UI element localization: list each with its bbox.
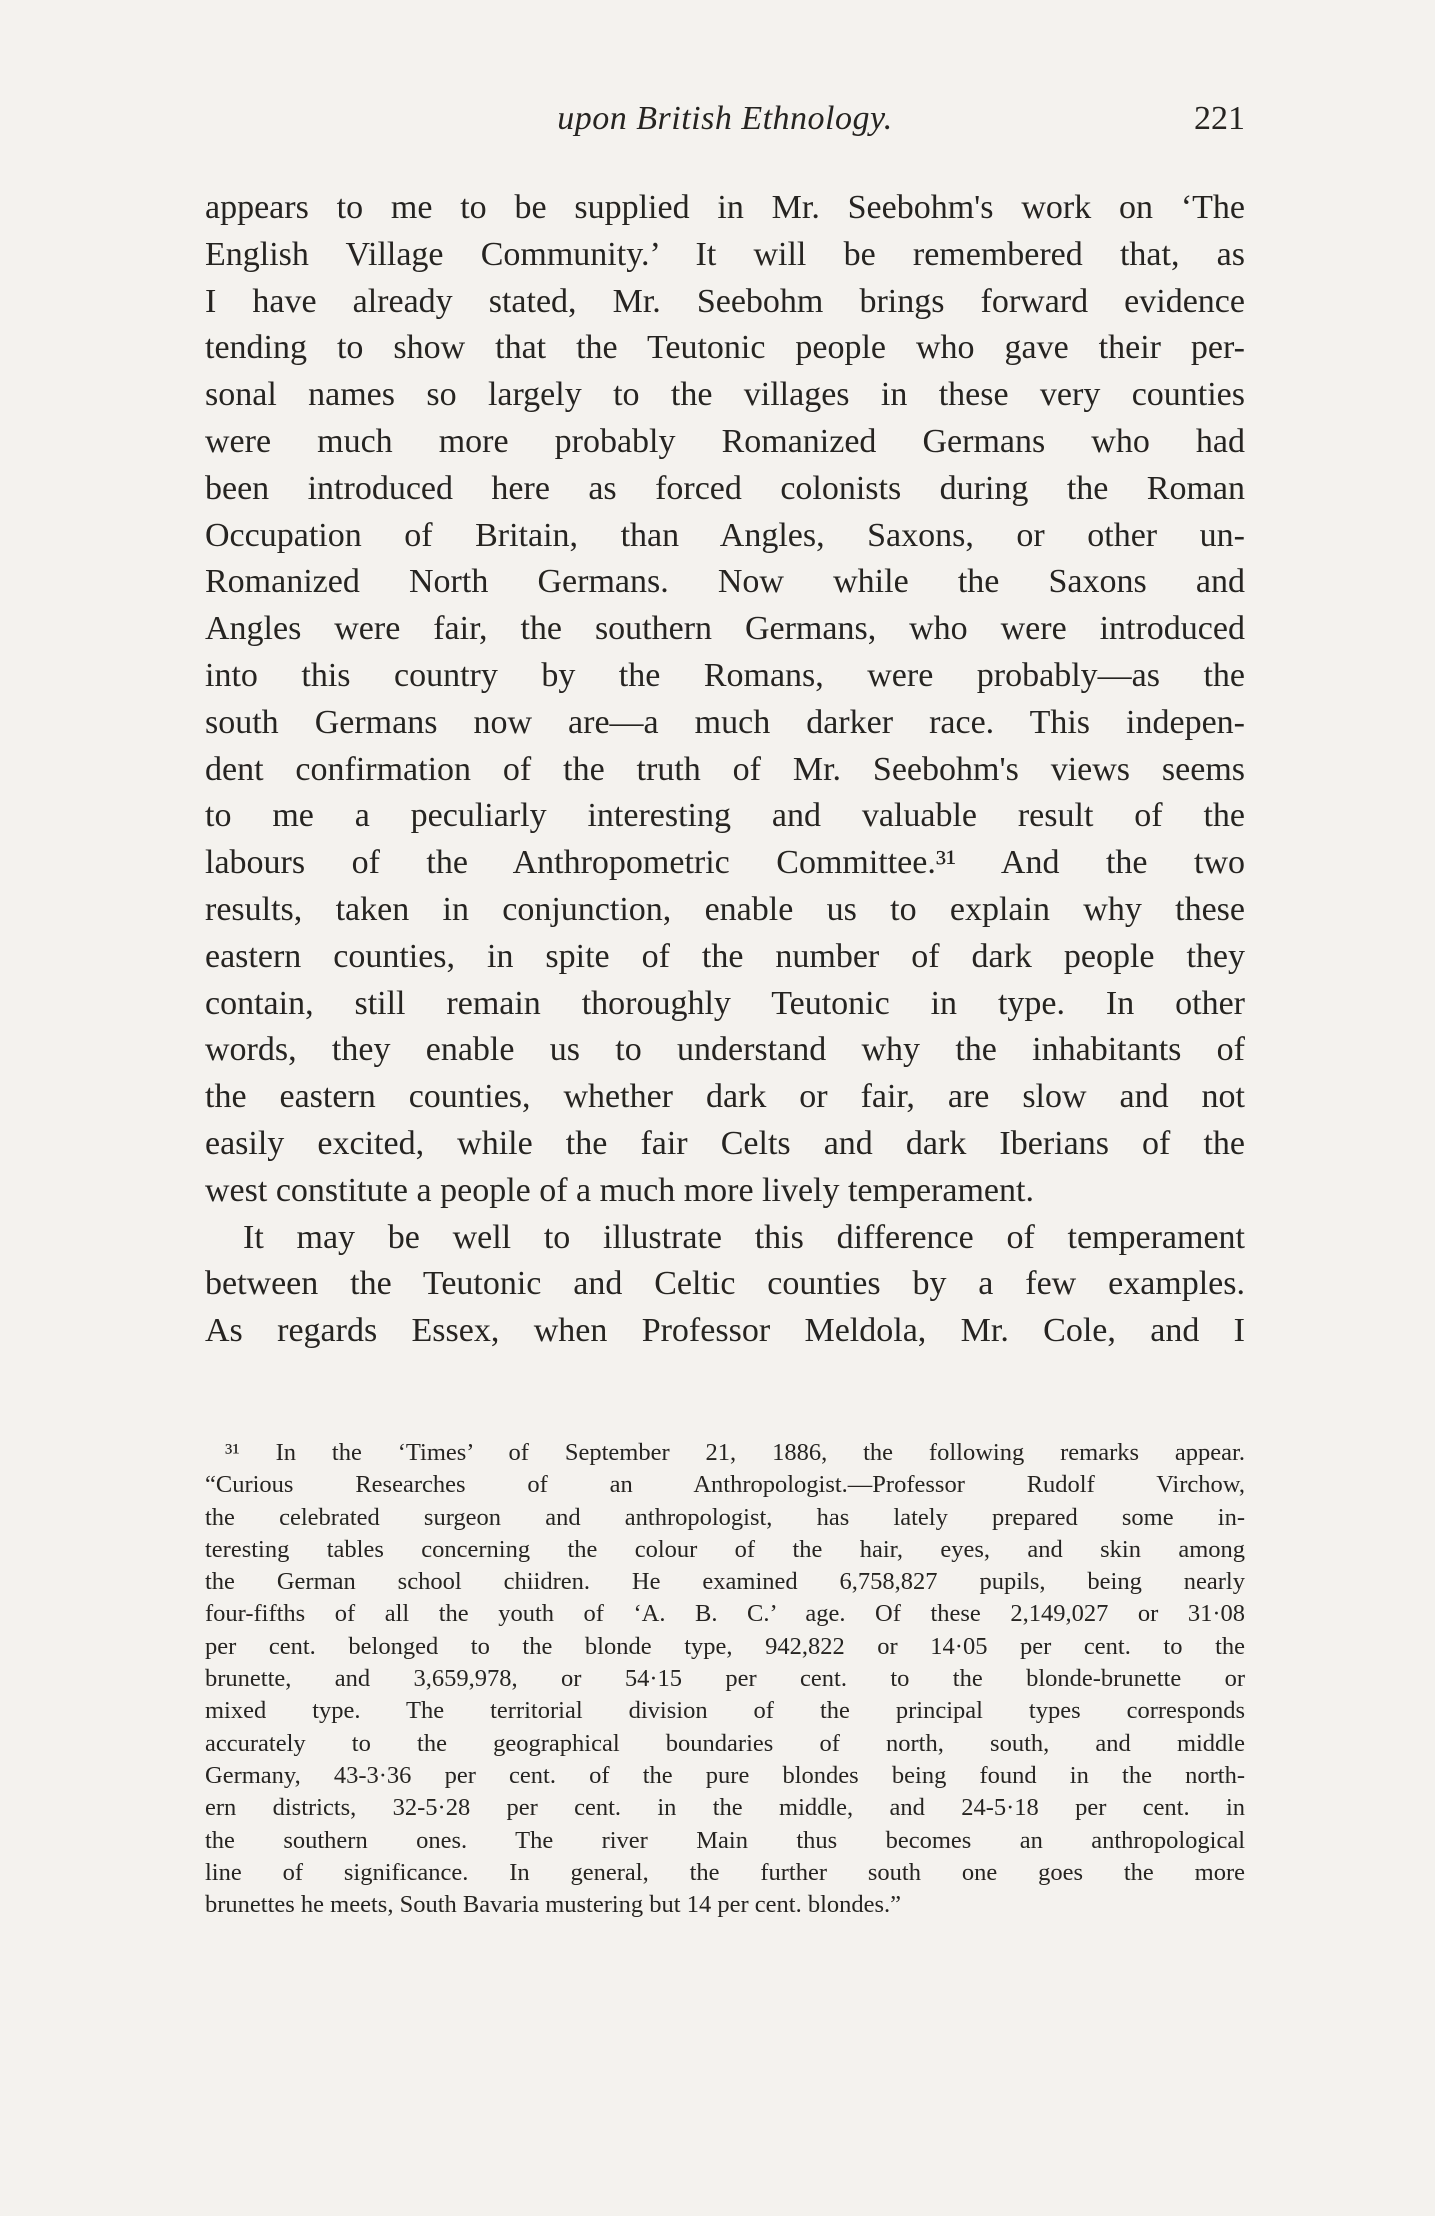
text-line: easily excited, while the fair Celts and dark Iberians of the [205,1124,1245,1162]
text-line: words, they enable us to understand why the inhabitants of [205,1031,1245,1069]
text-line: were much more probably Romanized Germans who had [205,422,1245,460]
text-line: been introduced here as forced colonists during the Roman [205,469,1245,507]
footnote-line: the celebrated surgeon and anthropologist, has lately prepared some in- [205,1503,1245,1531]
footnote-line: brunettes he meets, South Bavaria mustering but 14 per cent. blondes.” [205,1891,902,1919]
footnote-line: ern districts, 32-5·28 per cent. in the middle, and 24-5·18 per cent. in [205,1794,1245,1822]
text-line: west constitute a people of a much more lively temperament. [205,1171,1034,1209]
text-line: results, taken in conjunction, enable us to explain why these [205,890,1245,928]
footnote-line: accurately to the geographical boundaries of north, south, and middle [205,1729,1245,1757]
text-line: appears to me to be supplied in Mr. Seebohm's work on ‘The [205,189,1245,226]
text-line: I have already stated, Mr. Seebohm brings forward evidence [205,282,1245,320]
running-title: upon British Ethnology. [557,100,893,137]
text-line: south Germans now are—a much darker race. This indepen- [205,703,1245,741]
text-line: Angles were fair, the southern Germans, who were introduced [205,610,1245,648]
footnote-line: mixed type. The territorial division of the principal types corresponds [205,1697,1245,1725]
footnote-line: “Curious Researches of an Anthropologist.—Professor Rudolf Virchow, [205,1471,1245,1499]
footnote-line: brunette, and 3,659,978, or 54·15 per cent. to the blonde-brunette or [205,1665,1245,1693]
footnote-line: line of significance. In general, the further south one goes the more [205,1858,1245,1886]
footnote-line: per cent. belonged to the blonde type, 942,822 or 14·05 per cent. to the [205,1632,1245,1660]
text-line: contain, still remain thoroughly Teutonic in type. In other [205,984,1245,1022]
page-number: 221 [1194,100,1245,137]
footnote [205,1437,1245,1921]
text-line: As regards Essex, when Professor Meldola, Mr. Cole, and I [205,1312,1245,1350]
text-line: It may be well to illustrate this difference of temperament [243,1218,1245,1256]
text-line: Romanized North Germans. Now while the Saxons and [205,563,1245,601]
text-line: to me a peculiarly interesting and valuable result of the [205,797,1245,835]
text-line: sonal names so largely to the villages in these very counties [205,376,1245,414]
text-line: into this country by the Romans, were probably—as the [205,656,1245,694]
text-line: between the Teutonic and Celtic counties by a few examples. [205,1265,1245,1303]
footnote-line: the southern ones. The river Main thus becomes an anthropological [205,1826,1245,1854]
footnote-line: four-fifths of all the youth of ‘A. B. C.’ age. Of these 2,149,027 or 31·08 [205,1600,1245,1628]
text-line: Occupation of Britain, than Angles, Saxons, or other un- [205,516,1245,554]
text-line: eastern counties, in spite of the number of dark people they [205,937,1245,975]
page-header [205,100,1245,150]
text-line: the eastern counties, whether dark or fair, are slow and not [205,1078,1245,1116]
footnote-line: the German school chiidren. He examined 6,758,827 pupils, being nearly [205,1568,1245,1596]
text-line: tending to show that the Teutonic people who gave their per- [205,329,1245,367]
footnote-line: ³¹ In the ‘Times’ of September 21, 1886, the following remarks appear. [225,1439,1245,1466]
text-line: dent confirmation of the truth of Mr. Seebohm's views seems [205,750,1245,788]
main-text [205,185,1245,1355]
text-line: English Village Community.’ It will be remembered that, as [205,235,1245,273]
footnote-line: teresting tables concerning the colour of the hair, eyes, and skin among [205,1535,1245,1563]
footnote-line: Germany, 43-3·36 per cent. of the pure blondes being found in the north- [205,1761,1245,1789]
text-line: labours of the Anthropometric Committee.³¹ And the two [205,844,1245,882]
